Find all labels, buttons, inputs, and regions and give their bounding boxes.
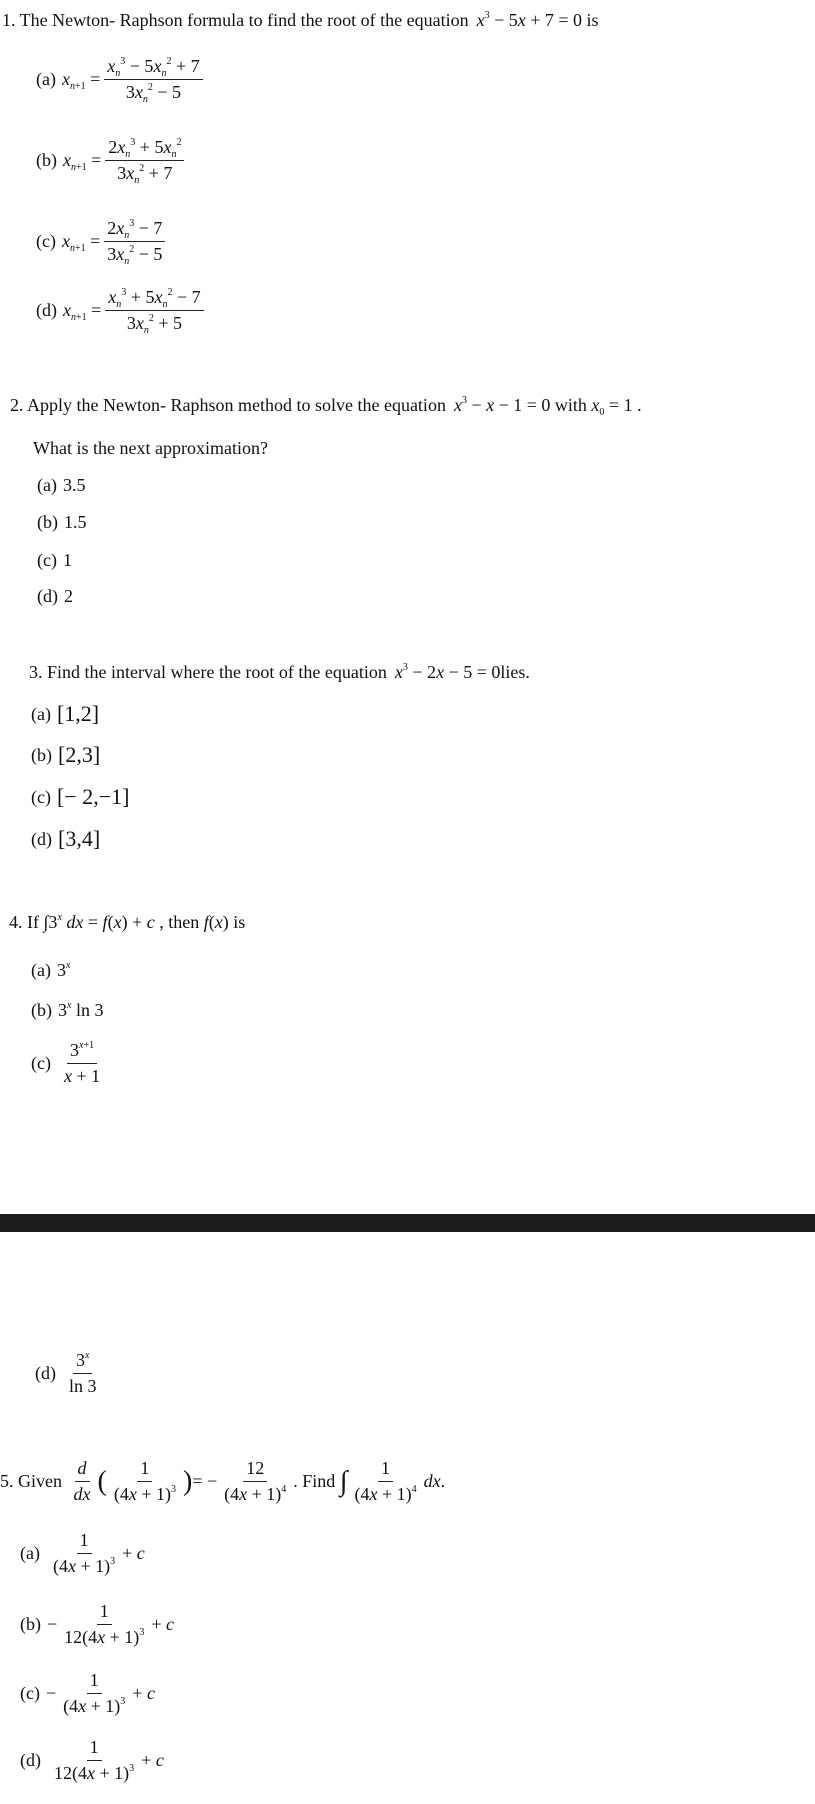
question-2 <box>10 395 642 416</box>
option-lhs: $x_{n+1}$ = <box>61 231 101 254</box>
option-lhs: $x_{n+1}$ = <box>63 300 102 323</box>
option-label: (d) <box>20 1750 41 1770</box>
option-value: [1,2] <box>56 701 100 726</box>
question-4-equation: ∫3$^x$ dx = f(x) + c , <box>43 912 164 932</box>
question-5-text: 5. Given <box>0 1471 62 1491</box>
option-label: (a) <box>37 475 57 495</box>
numerator: 3$^x$ <box>73 1350 92 1374</box>
option-lhs: $x_{n+1}$ = <box>63 150 102 173</box>
q3-option-b[interactable] <box>31 742 100 768</box>
option-label: (a) <box>31 960 51 980</box>
option-label: (d) <box>37 586 58 606</box>
option-value: [2,3] <box>58 742 101 767</box>
option-value: 3.5 <box>62 475 86 495</box>
option-value: 3$^x$ ln 3 <box>58 1000 104 1020</box>
numerator: d <box>75 1458 90 1482</box>
left-paren: ( <box>97 1465 107 1497</box>
question-2-with: with <box>554 395 587 415</box>
option-label: (b) <box>36 150 57 170</box>
q3-option-a[interactable] <box>31 701 99 727</box>
integral-sign: ∫ <box>339 1465 348 1497</box>
option-label: (b) <box>20 1614 41 1634</box>
denominator: $3x_n^2 + 5$ <box>126 313 183 336</box>
q2-option-a[interactable] <box>37 475 85 496</box>
question-4-fx: f(x) <box>203 912 229 932</box>
question-4-then: then <box>168 912 200 932</box>
q2-option-c[interactable] <box>37 550 72 571</box>
option-label: (a) <box>36 69 56 89</box>
denominator: $12(4x + 1)^3$ <box>64 1627 145 1647</box>
option-label: (d) <box>36 300 57 320</box>
numerator: 1 <box>97 1601 112 1625</box>
denominator: $(4x + 1)^4$ <box>354 1484 417 1504</box>
fraction <box>221 1458 289 1505</box>
denominator: dx <box>73 1484 91 1504</box>
option-label: (c) <box>20 1683 40 1703</box>
q2-option-b[interactable] <box>37 512 87 533</box>
find-text: . Find <box>293 1471 336 1491</box>
q3-option-d[interactable] <box>31 826 100 852</box>
q5-option-c[interactable] <box>20 1670 155 1717</box>
option-label: (a) <box>20 1543 40 1563</box>
fraction <box>50 1530 118 1577</box>
fraction <box>61 1601 147 1648</box>
numerator: 12 <box>243 1458 267 1482</box>
option-value: 1.5 <box>64 512 87 532</box>
fraction <box>104 56 202 103</box>
numerator: 1 <box>77 1530 92 1554</box>
fraction <box>105 137 184 184</box>
numerator: $3^{x+1}$ <box>67 1040 97 1064</box>
question-3-text: 3. Find the interval where the root of the equation <box>29 662 387 682</box>
denominator: $12(4x + 1)^3$ <box>54 1763 135 1783</box>
question-4-text: 4. If <box>9 912 39 932</box>
fraction <box>105 287 203 334</box>
option-value: 3$^x$ <box>56 960 71 980</box>
option-label: (b) <box>31 1000 52 1020</box>
denominator: $3x_n^2 - 5$ <box>107 244 163 267</box>
fraction <box>104 218 165 265</box>
option-label: (d) <box>31 828 52 849</box>
option-tail: + c <box>122 1543 145 1563</box>
question-4-tail: is <box>233 912 246 932</box>
dx-text: dx. <box>423 1471 446 1491</box>
numerator: $2x_n^3 + 5x_n^2$ <box>105 137 184 161</box>
fraction <box>351 1458 419 1505</box>
equals-minus: = − <box>192 1471 218 1491</box>
q4-option-c[interactable] <box>31 1040 107 1087</box>
question-2-initial: $x_0 = 1$ . <box>591 395 642 418</box>
q1-option-c[interactable] <box>36 218 169 265</box>
fraction <box>61 1040 103 1087</box>
option-label: (b) <box>37 512 58 532</box>
numerator: $2x_n^3 - 7$ <box>104 218 165 242</box>
q5-option-d[interactable] <box>20 1737 164 1784</box>
option-tail: + c <box>132 1683 155 1703</box>
q1-option-b[interactable] <box>36 137 188 184</box>
q5-option-a[interactable] <box>20 1530 145 1577</box>
right-paren: ) <box>182 1465 193 1497</box>
q4-option-a[interactable] <box>31 960 70 981</box>
option-label: (c) <box>36 231 56 251</box>
q4-option-b[interactable] <box>31 1000 103 1021</box>
question-1-tail: is <box>586 10 599 30</box>
option-sign: − <box>45 1683 57 1703</box>
denominator: $(4x + 1)^3$ <box>113 1484 176 1504</box>
numerator: 1 <box>137 1458 152 1482</box>
option-value: [3,4] <box>58 826 101 851</box>
option-sign: − <box>47 1614 58 1634</box>
q4-option-d[interactable] <box>35 1350 104 1397</box>
denominator: $3x_n^2 + 7$ <box>117 163 173 186</box>
question-1 <box>2 10 599 31</box>
numerator: 1 <box>378 1458 393 1482</box>
denominator: $(4x + 1)^3$ <box>52 1556 116 1576</box>
option-label: (c) <box>31 786 51 807</box>
question-3 <box>29 662 530 683</box>
fraction <box>60 1670 128 1717</box>
question-5 <box>0 1458 445 1505</box>
option-label: (c) <box>31 1053 51 1073</box>
q1-option-d[interactable] <box>36 287 208 334</box>
page-divider-bar <box>0 1214 815 1232</box>
derivative-operator <box>71 1458 94 1505</box>
denominator: $3x_n^2 - 5$ <box>125 82 182 105</box>
option-lhs: $x_{n+1}$ = <box>61 69 101 92</box>
option-label: (a) <box>31 703 51 724</box>
option-label: (b) <box>31 744 52 765</box>
option-tail: + c <box>151 1614 174 1634</box>
denominator: $(4x + 1)^4$ <box>224 1484 287 1504</box>
option-value: [− 2,−1] <box>56 784 130 809</box>
question-1-text: 1. The Newton- Raphson formula to find the root of the equation <box>2 10 469 30</box>
q3-option-c[interactable] <box>31 784 129 810</box>
numerator: $x_n^3 - 5x_n^2 + 7$ <box>104 56 202 80</box>
denominator: ln 3 <box>69 1376 97 1396</box>
denominator: $(4x + 1)^3$ <box>63 1696 126 1716</box>
fraction <box>111 1458 179 1505</box>
numerator: 1 <box>87 1670 102 1694</box>
fraction <box>66 1350 100 1397</box>
question-3-tail: lies. <box>500 662 530 682</box>
option-value: 1 <box>62 550 72 570</box>
option-label: (c) <box>37 550 57 570</box>
denominator: x + 1 <box>63 1066 101 1086</box>
question-2-equation: $x^3 - x - 1 = 0$ <box>453 395 551 415</box>
fraction <box>51 1737 137 1784</box>
numerator: $x_n^3 + 5x_n^2 - 7$ <box>105 287 203 311</box>
question-2-text: 2. Apply the Newton- Raphson method to solve the equation <box>10 395 446 415</box>
q5-option-b[interactable] <box>20 1601 174 1648</box>
numerator: 1 <box>87 1737 102 1761</box>
option-value: 2 <box>64 586 73 606</box>
option-tail: + c <box>141 1750 164 1770</box>
question-4 <box>9 912 245 933</box>
q1-option-a[interactable] <box>36 56 207 103</box>
question-3-equation: $x^3 - 2x - 5 = 0$ <box>394 662 501 682</box>
option-label: (d) <box>35 1363 56 1383</box>
question-2-line2: What is the next approximation? <box>33 438 268 458</box>
q2-option-d[interactable] <box>37 586 73 607</box>
question-1-equation: $x^3 - 5x + 7 = 0$ <box>476 10 583 30</box>
